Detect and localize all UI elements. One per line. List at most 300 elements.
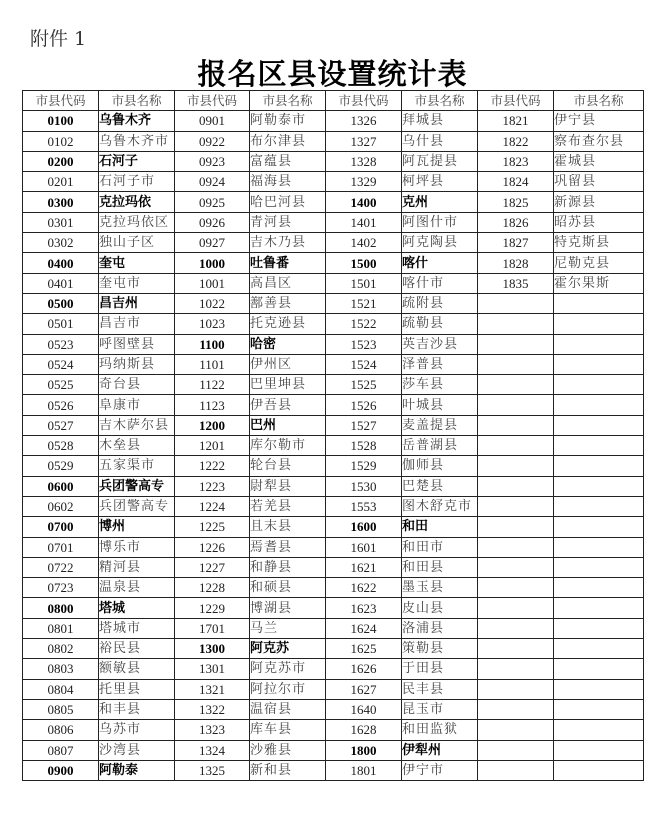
county-name-cell [554,618,644,638]
county-name-cell: 阿拉尔市 [250,679,326,699]
county-name-cell: 高昌区 [250,273,326,293]
county-name-cell: 霍城县 [554,151,644,171]
county-name-cell: 塔城市 [99,618,175,638]
county-name-cell: 博湖县 [250,598,326,618]
header-code: 市县代码 [175,91,250,111]
county-code-cell: 0501 [23,314,99,334]
county-code-cell: 1530 [326,476,402,496]
county-name-cell: 呼图壁县 [99,334,175,354]
county-code-cell: 0927 [175,233,250,253]
county-code-cell: 0200 [23,151,99,171]
county-name-cell [554,598,644,618]
county-code-cell: 0803 [23,659,99,679]
county-name-cell: 阿勒泰 [99,760,175,780]
county-code-cell: 0301 [23,212,99,232]
county-code-cell [478,699,554,719]
county-code-cell: 1326 [326,111,402,131]
county-name-cell: 鄯善县 [250,293,326,313]
table-row [23,476,644,496]
county-name-cell: 图木舒克市 [402,496,478,516]
county-name-cell [554,699,644,719]
county-code-cell: 1527 [326,415,402,435]
county-code-cell: 1225 [175,517,250,537]
county-code-cell: 1301 [175,659,250,679]
county-code-cell: 0600 [23,476,99,496]
county-name-cell: 伊宁市 [402,760,478,780]
county-name-cell: 伊州区 [250,354,326,374]
county-name-cell: 和丰县 [99,699,175,719]
county-name-cell: 阿图什市 [402,212,478,232]
county-name-cell: 吉木乃县 [250,233,326,253]
county-code-cell [478,578,554,598]
county-name-cell: 昌吉市 [99,314,175,334]
county-code-cell: 1000 [175,253,250,273]
county-code-cell: 1529 [326,456,402,476]
county-name-cell: 吉木萨尔县 [99,415,175,435]
county-code-cell: 0700 [23,517,99,537]
county-code-cell [478,760,554,780]
county-code-cell: 1827 [478,233,554,253]
county-name-cell: 阿克苏 [250,639,326,659]
county-code-cell: 1800 [326,740,402,760]
county-name-cell: 托里县 [99,679,175,699]
table-row [23,151,644,171]
table-row [23,740,644,760]
county-code-cell: 1523 [326,334,402,354]
table-row [23,314,644,334]
county-code-cell: 1325 [175,760,250,780]
county-name-cell: 沙湾县 [99,740,175,760]
county-name-cell: 兵团警高专 [99,496,175,516]
county-code-cell: 0201 [23,172,99,192]
county-code-cell: 0926 [175,212,250,232]
county-code-cell: 0401 [23,273,99,293]
county-code-cell: 1001 [175,273,250,293]
table-row [23,557,644,577]
county-code-cell [478,436,554,456]
county-name-cell: 岳普湖县 [402,436,478,456]
county-code-cell: 1329 [326,172,402,192]
county-code-cell: 0526 [23,395,99,415]
county-code-cell: 1023 [175,314,250,334]
county-code-cell: 1200 [175,415,250,435]
county-name-cell [554,517,644,537]
county-code-cell: 1623 [326,598,402,618]
county-name-cell: 新和县 [250,760,326,780]
table-row [23,131,644,151]
county-name-cell: 乌苏市 [99,720,175,740]
county-name-cell: 若羌县 [250,496,326,516]
county-name-cell: 石河子市 [99,172,175,192]
county-code-cell: 0524 [23,354,99,374]
table-row [23,395,644,415]
county-name-cell: 塔城 [99,598,175,618]
county-code-cell: 0723 [23,578,99,598]
page-title: 报名区县设置统计表 [197,57,468,91]
table-row [23,212,644,232]
county-name-cell [554,415,644,435]
county-code-cell: 1322 [175,699,250,719]
county-name-cell: 和田县 [402,557,478,577]
county-name-cell: 阿克苏市 [250,659,326,679]
county-code-cell [478,354,554,374]
county-name-cell: 阿克陶县 [402,233,478,253]
county-name-cell: 新源县 [554,192,644,212]
county-code-cell: 1622 [326,578,402,598]
table-row [23,720,644,740]
county-code-cell: 1324 [175,740,250,760]
county-name-cell: 玛纳斯县 [99,354,175,374]
county-name-cell: 裕民县 [99,639,175,659]
county-name-cell: 富蕴县 [250,151,326,171]
county-code-cell [478,415,554,435]
county-name-cell: 奇台县 [99,375,175,395]
county-name-cell: 克州 [402,192,478,212]
header-name: 市县名称 [99,91,175,111]
county-name-cell: 察布查尔县 [554,131,644,151]
county-name-cell [554,679,644,699]
county-name-cell: 于田县 [402,659,478,679]
header-name: 市县名称 [402,91,478,111]
county-name-cell: 克拉玛依 [99,192,175,212]
header-name: 市县名称 [250,91,326,111]
county-code-cell: 1835 [478,273,554,293]
county-name-cell: 精河县 [99,557,175,577]
county-code-cell: 0901 [175,111,250,131]
county-name-cell: 昭苏县 [554,212,644,232]
table-row [23,192,644,212]
county-name-cell: 巴楚县 [402,476,478,496]
county-code-cell: 1521 [326,293,402,313]
county-name-cell: 克拉玛依区 [99,212,175,232]
county-name-cell: 乌什县 [402,131,478,151]
county-code-cell: 1328 [326,151,402,171]
county-name-cell: 特克斯县 [554,233,644,253]
table-row [23,598,644,618]
county-code-cell: 1501 [326,273,402,293]
table-row [23,172,644,192]
county-name-cell: 库尔勒市 [250,436,326,456]
table-row [23,679,644,699]
county-name-cell: 焉耆县 [250,537,326,557]
county-code-cell: 0528 [23,436,99,456]
county-name-cell: 独山子区 [99,233,175,253]
county-name-cell [554,496,644,516]
county-code-cell [478,720,554,740]
header-code: 市县代码 [23,91,99,111]
county-code-cell: 1100 [175,334,250,354]
county-name-cell [554,395,644,415]
county-code-cell: 0102 [23,131,99,151]
header-name: 市县名称 [554,91,644,111]
table-row [23,659,644,679]
county-name-cell: 和静县 [250,557,326,577]
county-code-cell: 1402 [326,233,402,253]
table-row [23,760,644,780]
table-body [23,111,644,781]
county-code-cell: 0923 [175,151,250,171]
county-code-cell: 1828 [478,253,554,273]
county-name-cell: 喀什市 [402,273,478,293]
county-code-cell: 1223 [175,476,250,496]
county-code-cell: 0900 [23,760,99,780]
county-code-cell: 1640 [326,699,402,719]
county-name-cell: 泽普县 [402,354,478,374]
county-code-cell [478,740,554,760]
county-name-cell [554,476,644,496]
county-code-cell: 1222 [175,456,250,476]
county-code-cell: 0925 [175,192,250,212]
county-code-cell: 1226 [175,537,250,557]
county-name-cell [554,537,644,557]
county-code-cell [478,659,554,679]
county-code-cell: 1022 [175,293,250,313]
county-name-cell [554,557,644,577]
county-name-cell: 五家渠市 [99,456,175,476]
county-code-cell [478,334,554,354]
county-code-cell: 1628 [326,720,402,740]
county-name-cell: 哈密 [250,334,326,354]
county-name-cell: 尉犁县 [250,476,326,496]
county-name-cell: 英吉沙县 [402,334,478,354]
county-code-cell: 1201 [175,436,250,456]
county-code-cell: 1825 [478,192,554,212]
county-code-cell: 1227 [175,557,250,577]
county-code-cell: 1621 [326,557,402,577]
county-name-cell: 额敏县 [99,659,175,679]
county-name-cell [554,375,644,395]
county-code-cell: 0527 [23,415,99,435]
county-name-cell [554,659,644,679]
county-code-cell [478,618,554,638]
county-name-cell: 拜城县 [402,111,478,131]
county-name-cell: 兵团警高专 [99,476,175,496]
table-row [23,111,644,131]
county-code-cell [478,395,554,415]
county-code-cell: 1101 [175,354,250,374]
table-row [23,273,644,293]
table-row [23,375,644,395]
county-code-cell: 1229 [175,598,250,618]
county-name-cell [554,578,644,598]
county-code-cell [478,375,554,395]
county-code-cell: 1522 [326,314,402,334]
county-code-cell [478,679,554,699]
county-name-cell: 巴州 [250,415,326,435]
county-code-cell: 0602 [23,496,99,516]
county-code-cell: 0100 [23,111,99,131]
county-name-cell: 马兰 [250,618,326,638]
county-name-cell: 木垒县 [99,436,175,456]
county-code-cell: 1524 [326,354,402,374]
county-name-cell: 尼勒克县 [554,253,644,273]
county-name-cell: 伊吾县 [250,395,326,415]
county-code-cell: 0302 [23,233,99,253]
county-name-cell: 疏勒县 [402,314,478,334]
county-code-cell: 1826 [478,212,554,232]
county-code-cell: 1525 [326,375,402,395]
table-row [23,233,644,253]
county-name-cell: 乌鲁木齐 [99,111,175,131]
table-row [23,415,644,435]
county-name-cell: 奎屯 [99,253,175,273]
county-name-cell [554,740,644,760]
county-code-cell: 0523 [23,334,99,354]
county-name-cell [554,456,644,476]
county-code-cell: 0807 [23,740,99,760]
county-name-cell [554,720,644,740]
county-name-cell: 库车县 [250,720,326,740]
county-code-cell [478,598,554,618]
county-name-cell [554,354,644,374]
county-name-cell: 叶城县 [402,395,478,415]
table-row [23,578,644,598]
county-name-cell: 阿瓦提县 [402,151,478,171]
county-name-cell: 温泉县 [99,578,175,598]
county-code-cell: 0922 [175,131,250,151]
county-code-cell: 1821 [478,111,554,131]
table-row [23,496,644,516]
table-row [23,639,644,659]
county-code-cell: 1400 [326,192,402,212]
county-name-cell: 和田 [402,517,478,537]
table-row [23,456,644,476]
county-name-cell: 霍尔果斯 [554,273,644,293]
county-name-cell: 和田市 [402,537,478,557]
county-name-cell: 巩留县 [554,172,644,192]
county-name-cell: 哈巴河县 [250,192,326,212]
county-name-cell: 疏附县 [402,293,478,313]
county-name-cell: 柯坪县 [402,172,478,192]
county-code-cell: 1224 [175,496,250,516]
county-name-cell: 伊宁县 [554,111,644,131]
county-name-cell: 昆玉市 [402,699,478,719]
county-code-cell [478,557,554,577]
county-code-cell: 0804 [23,679,99,699]
county-code-cell: 1601 [326,537,402,557]
county-name-cell: 昌吉州 [99,293,175,313]
county-code-cell: 0701 [23,537,99,557]
county-name-cell: 布尔津县 [250,131,326,151]
county-name-cell: 墨玉县 [402,578,478,598]
county-name-cell: 且末县 [250,517,326,537]
county-code-cell: 1401 [326,212,402,232]
header-code: 市县代码 [326,91,402,111]
table-row [23,354,644,374]
county-name-cell: 洛浦县 [402,618,478,638]
county-code-cell [478,456,554,476]
county-code-cell: 1500 [326,253,402,273]
county-name-cell: 皮山县 [402,598,478,618]
county-name-cell: 吐鲁番 [250,253,326,273]
table-row [23,699,644,719]
county-code-cell: 1824 [478,172,554,192]
county-name-cell: 沙雅县 [250,740,326,760]
county-name-cell: 温宿县 [250,699,326,719]
table-row [23,253,644,273]
county-code-cell: 0400 [23,253,99,273]
county-code-cell: 1627 [326,679,402,699]
county-code-cell: 0500 [23,293,99,313]
county-code-cell [478,517,554,537]
county-name-cell: 奎屯市 [99,273,175,293]
county-code-cell: 0924 [175,172,250,192]
county-name-cell: 喀什 [402,253,478,273]
county-name-cell: 莎车县 [402,375,478,395]
county-code-cell: 1823 [478,151,554,171]
county-code-cell: 0805 [23,699,99,719]
county-name-cell: 麦盖提县 [402,415,478,435]
county-name-cell [554,639,644,659]
header-code: 市县代码 [478,91,554,111]
county-code-cell: 0802 [23,639,99,659]
county-name-cell: 博州 [99,517,175,537]
county-code-cell: 1300 [175,639,250,659]
county-name-cell: 乌鲁木齐市 [99,131,175,151]
county-code-cell: 1122 [175,375,250,395]
county-name-cell: 阿勒泰市 [250,111,326,131]
county-name-cell [554,314,644,334]
county-code-cell [478,314,554,334]
county-name-cell: 阜康市 [99,395,175,415]
county-name-cell: 轮台县 [250,456,326,476]
attachment-label: 附件 1 [30,28,87,50]
county-name-cell [554,436,644,456]
county-code-cell [478,496,554,516]
county-code-cell [478,293,554,313]
county-code-cell: 1123 [175,395,250,415]
county-name-cell: 策勒县 [402,639,478,659]
table-row [23,436,644,456]
county-code-cell: 0722 [23,557,99,577]
county-name-cell: 石河子 [99,151,175,171]
county-name-cell: 托克逊县 [250,314,326,334]
table-row [23,334,644,354]
county-code-cell: 0525 [23,375,99,395]
county-name-cell [554,760,644,780]
county-name-cell [554,293,644,313]
county-name-cell: 和田监狱 [402,720,478,740]
county-name-cell: 民丰县 [402,679,478,699]
county-code-cell: 0801 [23,618,99,638]
county-code-cell: 1626 [326,659,402,679]
county-code-cell: 0529 [23,456,99,476]
county-code-cell: 1625 [326,639,402,659]
county-code-cell: 1327 [326,131,402,151]
county-name-cell: 博乐市 [99,537,175,557]
county-code-cell: 1600 [326,517,402,537]
county-code-cell: 0806 [23,720,99,740]
county-code-cell: 1526 [326,395,402,415]
county-name-cell: 伊犁州 [402,740,478,760]
header-row [23,91,644,111]
county-code-cell: 1553 [326,496,402,516]
county-code-cell: 1624 [326,618,402,638]
county-code-table [22,90,644,781]
table-row [23,293,644,313]
county-name-cell [554,334,644,354]
county-code-cell [478,537,554,557]
table-row [23,618,644,638]
county-name-cell: 福海县 [250,172,326,192]
table-row [23,517,644,537]
county-name-cell: 青河县 [250,212,326,232]
county-code-cell: 1323 [175,720,250,740]
county-code-cell: 1801 [326,760,402,780]
county-code-cell: 1528 [326,436,402,456]
county-code-cell: 1321 [175,679,250,699]
county-code-cell: 1822 [478,131,554,151]
